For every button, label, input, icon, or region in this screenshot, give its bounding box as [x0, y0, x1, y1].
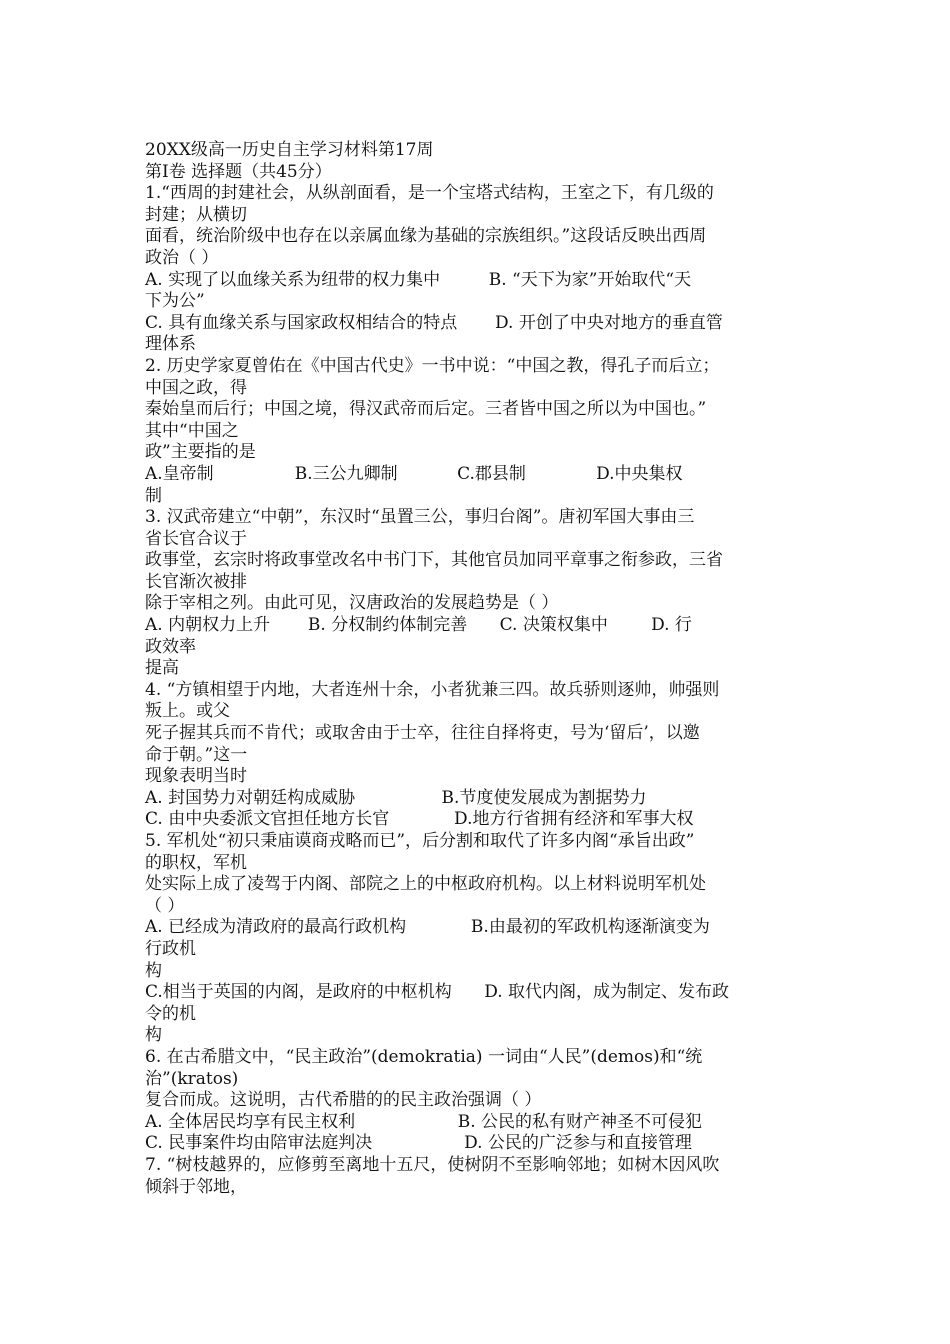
- question-6-line-2: 治”(kratos): [145, 1068, 239, 1089]
- question-2-line-4: 其中“中国之: [145, 420, 239, 441]
- question-1-options-cd-cont: 理体系: [145, 334, 196, 355]
- question-2-options-cont: 制: [145, 485, 162, 506]
- question-5-options-cd-cont-1: 令的机: [145, 1003, 196, 1024]
- question-2-options: A.皇帝制 B.三公九卿制 C.郡县制 D.中央集权: [145, 463, 683, 484]
- question-2-line-1: 2. 历史学家夏曾佑在《中国古代史》一书中说：“中国之教，得孔子而后立；: [145, 355, 720, 376]
- question-4-line-5: 现象表明当时: [145, 766, 247, 787]
- question-3-line-4: 长官渐次被排: [145, 571, 247, 592]
- question-7-line-1: 7. “树枝越界的，应修剪至离地十五尺，使树阴不至影响邻地；如树木因风吹: [145, 1154, 720, 1175]
- question-6-line-3: 复合而成。这说明，古代希腊的的民主政治强调（ ）: [145, 1090, 542, 1111]
- question-5-options-ab: A. 已经成为清政府的最高行政机构 B.由最初的军政机构逐渐演变为: [145, 917, 710, 938]
- question-5-options-cd: C.相当于英国的内阁，是政府的中枢机构 D. 取代内阁，成为制定、发布政: [145, 982, 730, 1003]
- question-1-options-ab: A. 实现了以血缘关系为纽带的权力集中 B. “天下为家”开始取代“天: [145, 269, 692, 290]
- question-2-line-3: 秦始皇而后行；中国之境，得汉武帝而后定。三者皆中国之所以为中国也。”: [145, 399, 707, 420]
- question-1-line-1: 1.“西周的封建社会，从纵剖面看，是一个宝塔式结构，王室之下，有几级的: [145, 183, 714, 204]
- question-3-line-3: 政事堂，玄宗时将政事堂改名中书门下，其他官员加同平章事之衔参政，三省: [145, 550, 723, 571]
- doc-title: 20XX级高一历史自主学习材料第17周: [145, 140, 434, 160]
- question-2-line-2: 中国之政，得: [145, 377, 247, 398]
- question-5-options-ab-cont-1: 行政机: [145, 938, 196, 959]
- question-5-options-ab-cont-2: 构: [145, 960, 162, 981]
- question-5-line-1: 5. 军机处“初只秉庙谟商戎略而已”，后分割和取代了许多内阁“承旨出政”: [145, 831, 695, 851]
- question-1-line-2: 封建；从横切: [145, 204, 247, 225]
- question-3-line-2: 省长官合议于: [145, 528, 247, 549]
- section-heading: 第Ⅰ卷 选择题（共45分）: [145, 161, 332, 182]
- question-3-options-cont-1: 政效率: [145, 636, 196, 657]
- question-6-line-1: 6. 在古希腊文中，“民主政治”(demokratia) 一词由“人民”(demos)和“统: [145, 1046, 703, 1067]
- question-4-line-2: 叛上。或父: [145, 701, 230, 722]
- question-7-line-2: 倾斜于邻地，: [145, 1176, 247, 1197]
- question-6-options-ab: A. 全体居民均享有民主权利 B. 公民的私有财产神圣不可侵犯: [145, 1111, 703, 1132]
- question-4-options-cd: C. 由中央委派文官担任地方长官 D.地方行省拥有经济和军事大权: [145, 809, 694, 830]
- question-5-line-3: 处实际上成了凌驾于内阁、部院之上的中枢政府机构。以上材料说明军机处: [145, 874, 706, 895]
- question-3-line-1: 3. 汉武帝建立“中朝”，东汉时“虽置三公，事归台阁”。唐初军国大事由三: [145, 507, 695, 528]
- question-1-options-ab-cont: 下为公”: [145, 291, 205, 312]
- question-5-line-2: 的职权，军机: [145, 852, 247, 873]
- question-3-options: A. 内朝权力上升 B. 分权制约体制完善 C. 决策权集中 D. 行: [145, 615, 692, 636]
- question-5-options-cd-cont-2: 构: [145, 1025, 162, 1046]
- question-4-options-ab: A. 封国势力对朝廷构成威胁 B.节度使发展成为割据势力: [145, 787, 647, 808]
- question-4-line-3: 死子握其兵而不肯代；或取舍由于士卒，往往自择将吏，号为‘留后’，以邀: [145, 723, 700, 744]
- question-5-line-4: （ ）: [145, 895, 185, 916]
- question-1-line-4: 政治（ ）: [145, 247, 219, 268]
- question-4-line-4: 命于朝。”这一: [145, 744, 248, 765]
- question-1-options-cd: C. 具有血缘关系与国家政权相结合的特点 D. 开创了中央对地方的垂直管: [145, 312, 723, 333]
- question-6-options-cd: C. 民事案件均由陪审法庭判决 D. 公民的广泛参与和直接管理: [145, 1133, 692, 1154]
- question-3-line-5: 除于宰相之列。由此可见，汉唐政治的发展趋势是（ ）: [145, 593, 559, 614]
- question-3-options-cont-2: 提高: [145, 658, 179, 679]
- question-4-line-1: 4. “方镇相望于内地，大者连州十余，小者犹兼三四。故兵骄则逐帅，帅强则: [145, 679, 720, 700]
- question-1-line-3: 面看，统治阶级中也存在以亲属血缘为基础的宗族组织。”这段话反映出西周: [145, 226, 707, 247]
- question-2-line-5: 政”主要指的是: [145, 442, 256, 463]
- document-body: [145, 140, 810, 1198]
